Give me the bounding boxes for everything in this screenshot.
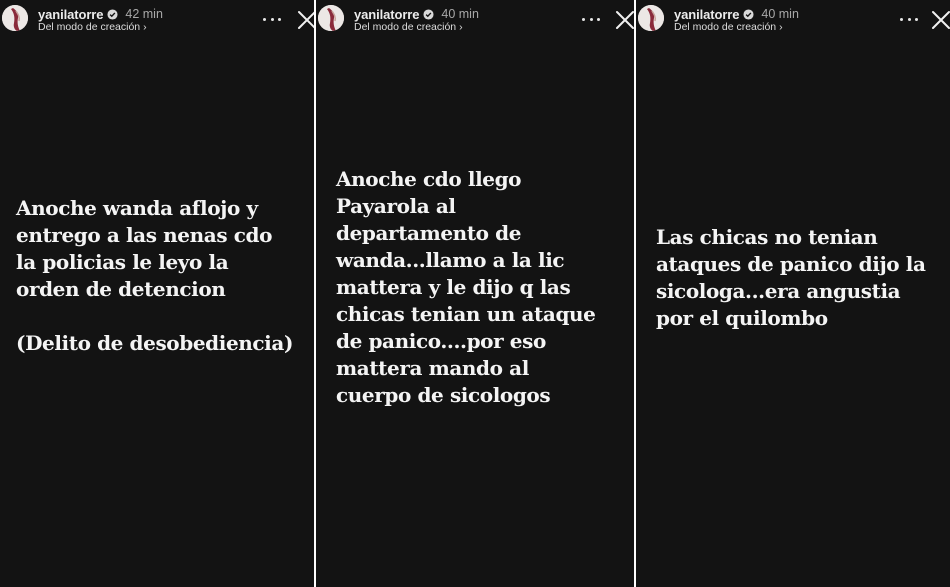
story-header bbox=[0, 0, 314, 44]
chevron-right-icon: › bbox=[459, 21, 463, 33]
more-options-icon[interactable] bbox=[582, 11, 600, 27]
avatar[interactable] bbox=[638, 5, 664, 31]
creation-mode-link[interactable] bbox=[354, 21, 463, 33]
story-text: Anoche wanda aflojo y entrego a las nenas cdo la policias le leyo la orden de detencion (Delito de desobediencia) bbox=[16, 196, 294, 355]
chevron-right-icon: › bbox=[779, 21, 783, 33]
close-icon[interactable] bbox=[296, 9, 314, 31]
username[interactable]: yanilatorre bbox=[38, 6, 104, 22]
story-header bbox=[636, 0, 950, 44]
story-panel-2[interactable] bbox=[316, 0, 634, 587]
username[interactable]: yanilatorre bbox=[674, 6, 740, 22]
user-line bbox=[354, 6, 479, 22]
verified-badge-icon bbox=[743, 9, 754, 20]
story-panel-3[interactable] bbox=[636, 0, 950, 587]
story-text: Las chicas no tenian ataques de panico dijo la sicologa...era angustia por el quilombo bbox=[656, 225, 926, 330]
story-text: Anoche cdo llego Payarola al departamento de wanda...llamo a la lic mattera y le dijo q las chicas tenian un ataque de panico....por eso mattera mando al cuerpo de sicologos bbox=[336, 167, 596, 407]
close-icon[interactable] bbox=[614, 9, 634, 31]
story-header bbox=[316, 0, 634, 44]
post-time: 40 min bbox=[441, 7, 479, 21]
post-time: 42 min bbox=[125, 7, 163, 21]
creation-mode-link[interactable] bbox=[674, 21, 783, 33]
username[interactable]: yanilatorre bbox=[354, 6, 420, 22]
avatar[interactable] bbox=[318, 5, 344, 31]
user-line bbox=[38, 6, 163, 22]
verified-badge-icon bbox=[107, 9, 118, 20]
chevron-right-icon: › bbox=[143, 21, 147, 33]
post-time: 40 min bbox=[761, 7, 799, 21]
close-icon[interactable] bbox=[930, 9, 950, 31]
creation-mode-link[interactable] bbox=[38, 21, 147, 33]
story-panel-1[interactable] bbox=[0, 0, 314, 587]
subtitle-text: Del modo de creación bbox=[38, 21, 141, 33]
more-options-icon[interactable] bbox=[900, 11, 918, 27]
more-options-icon[interactable] bbox=[263, 11, 281, 27]
avatar[interactable] bbox=[2, 5, 28, 31]
subtitle-text: Del modo de creación bbox=[354, 21, 457, 33]
subtitle-text: Del modo de creación bbox=[674, 21, 777, 33]
verified-badge-icon bbox=[423, 9, 434, 20]
user-line bbox=[674, 6, 799, 22]
